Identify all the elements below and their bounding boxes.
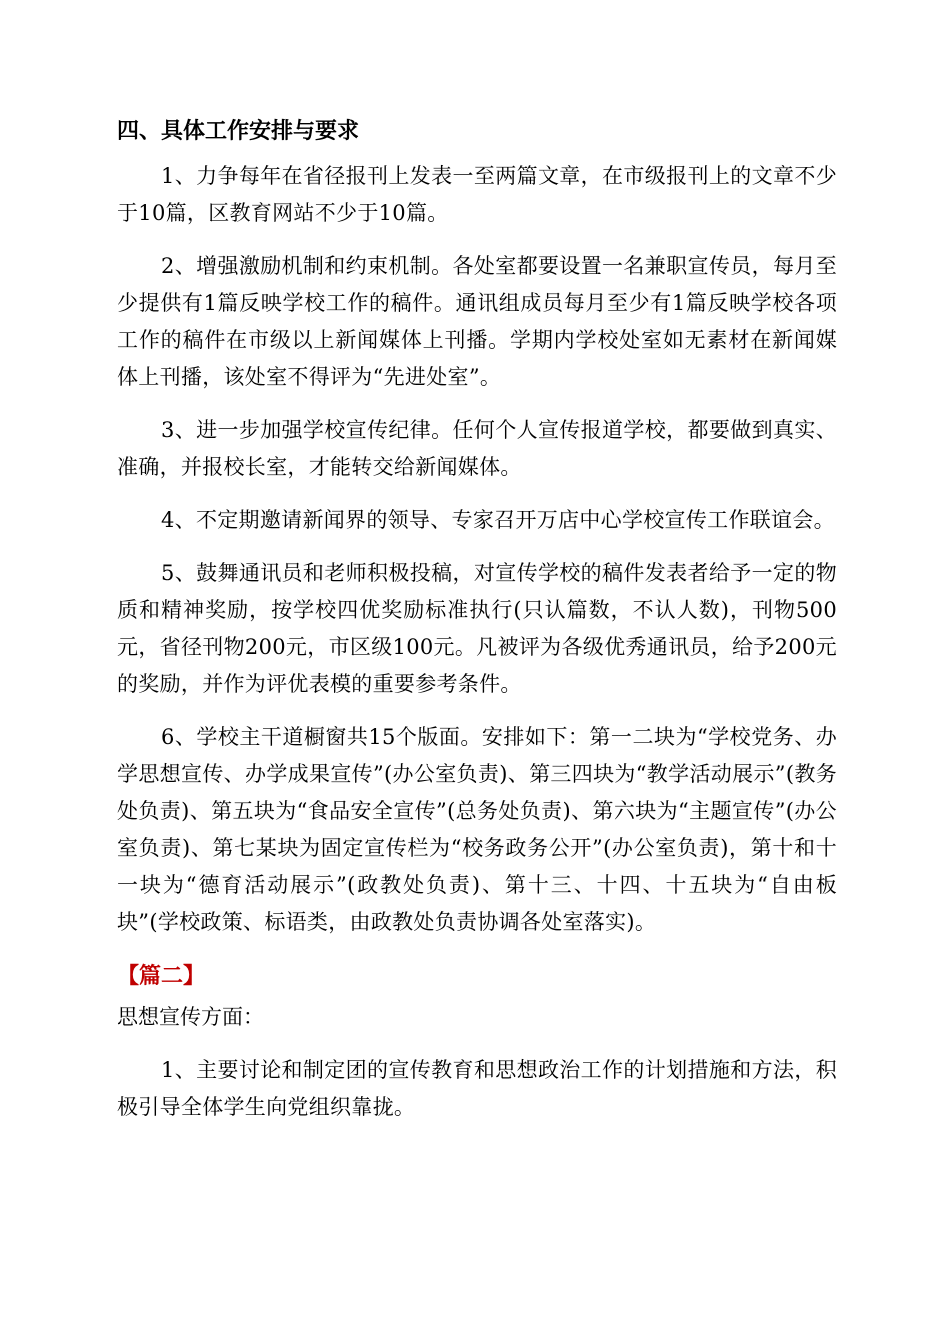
- document-page: [117, 112, 837, 1142]
- list-item: 1、主要讨论和制定团的宣传教育和思想政治工作的计划措施和方法，积极引导全体学生向党组织靠拢。: [117, 1058, 837, 1119]
- list-item: 2、增强激励机制和约束机制。各处室都要设置一名兼职宣传员，每月至少提供有1篇反映学校工作的稿件。通讯组成员每月至少有1篇反映学校各项工作的稿件在市级以上新闻媒体上刊播。学期内学校处室如无素材在新闻媒体上刊播，该处室不得评为“先进处室”。: [117, 254, 837, 389]
- section-subtitle: 思想宣传方面：: [117, 1005, 264, 1029]
- section-mark: 【篇二】: [117, 963, 206, 989]
- list-item: 1、力争每年在省径报刊上发表一至两篇文章，在市级报刊上的文章不少于10篇，区教育网站不少于10篇。: [117, 164, 837, 225]
- list-item: 3、进一步加强学校宣传纪律。任何个人宣传报道学校，都要做到真实、准确，并报校长室，才能转交给新闻媒体。: [117, 418, 837, 479]
- list-item: 5、鼓舞通讯员和老师积极投稿，对宣传学校的稿件发表者给予一定的物质和精神奖励，按学校四优奖励标准执行(只认篇数，不认人数)，刊物500元，省径刊物200元，市区级100元。凡被评为各级优秀通讯员，给予200元的奖励，并作为评优表模的重要参考条件。: [117, 561, 837, 696]
- list-item: 4、不定期邀请新闻界的领导、专家召开万店中心学校宣传工作联谊会。: [161, 508, 835, 532]
- section-heading: 四、具体工作安排与要求: [117, 118, 360, 144]
- list-item: 6、学校主干道橱窗共15个版面。安排如下：第一二块为“学校党务、办学思想宣传、办学成果宣传”(办公室负责)、第三四块为“教学活动展示”(教务处负责)、第五块为“食品安全宣传”(总务处负责)、第六块为“主题宣传”(办公室负责)、第七某块为固定宣传栏为“校务政务公开”(办公室负责)，第十和十一块为“德育活动展示”(政教处负责)、第十三、十四、十五块为“自由板块”(学校政策、标语类，由政教处负责协调各处室落实)。: [117, 725, 837, 934]
